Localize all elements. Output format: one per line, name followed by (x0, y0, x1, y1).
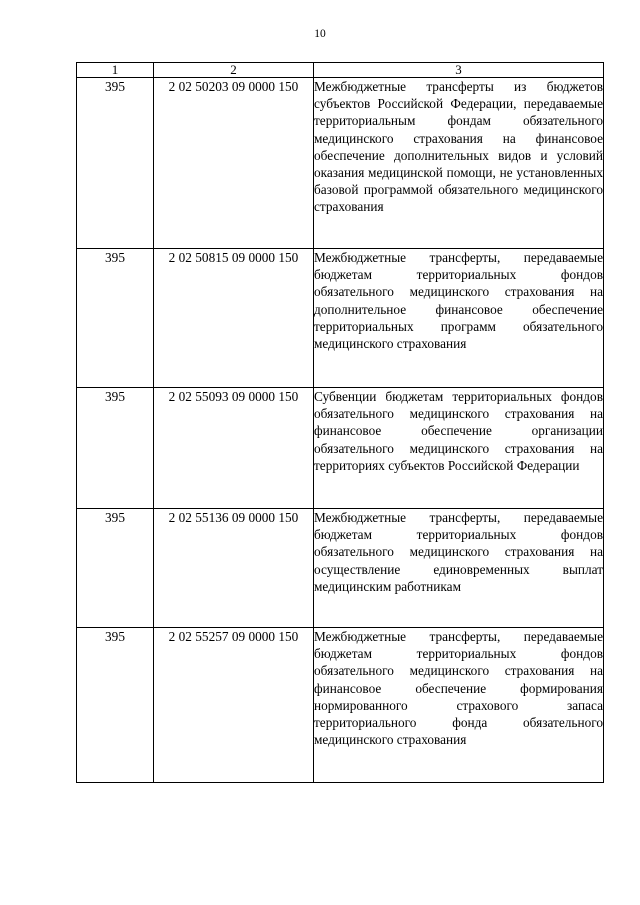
description-cell: Межбюджетные трансферты, передаваемые бюджетам территориальных фондов обязательного медицинского страхования на осуществление единовременных выплат медицинским работникам (314, 509, 604, 628)
table-header-row (77, 63, 604, 78)
admin-code-cell: 395 (77, 78, 154, 249)
table-row (77, 388, 604, 509)
column-header: 1 (77, 63, 154, 78)
admin-code-cell: 395 (77, 509, 154, 628)
budget-code-cell: 2 02 55093 09 0000 150 (154, 388, 314, 509)
table-row (77, 628, 604, 783)
description-cell: Межбюджетные трансферты из бюджетов субъектов Российской Федерации, передаваемые территориальным фондам обязательного медицинского страхования на финансовое обеспечение дополнительных видов и условий оказания медицинской помощи, не установленных базовой программой обязательного медицинского страхования (314, 78, 604, 249)
description-cell: Субвенции бюджетам территориальных фондов обязательного медицинского страхования на финансовое обеспечение организации обязательного медицинского страхования на территориях субъектов Российской Федерации (314, 388, 604, 509)
admin-code-cell: 395 (77, 388, 154, 509)
description-cell: Межбюджетные трансферты, передаваемые бюджетам территориальных фондов обязательного медицинского страхования на дополнительное финансовое обеспечение территориальных программ обязательного медицинского страхования (314, 249, 604, 388)
budget-code-cell: 2 02 50203 09 0000 150 (154, 78, 314, 249)
admin-code-cell: 395 (77, 628, 154, 783)
column-header: 2 (154, 63, 314, 78)
budget-codes-table (76, 62, 604, 783)
table-row (77, 509, 604, 628)
budget-code-cell: 2 02 55136 09 0000 150 (154, 509, 314, 628)
admin-code-cell: 395 (77, 249, 154, 388)
budget-code-cell: 2 02 50815 09 0000 150 (154, 249, 314, 388)
column-header: 3 (314, 63, 604, 78)
table-row (77, 78, 604, 249)
description-cell: Межбюджетные трансферты, передаваемые бюджетам территориальных фондов обязательного медицинского страхования на финансовое обеспечение формирования нормированного страхового запаса территориального фонда обязательного медицинского страхования (314, 628, 604, 783)
budget-code-cell: 2 02 55257 09 0000 150 (154, 628, 314, 783)
table-row (77, 249, 604, 388)
page-number: 10 (314, 28, 326, 40)
